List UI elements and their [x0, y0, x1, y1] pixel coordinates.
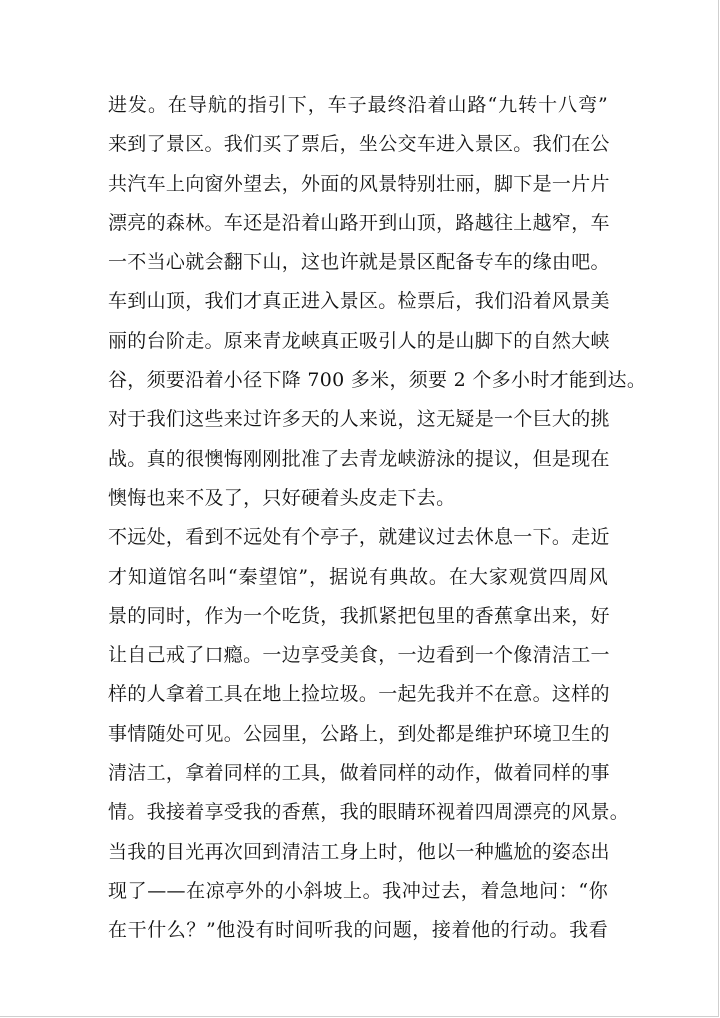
- text-line: 现了——在凉亭外的小斜坡上。我冲过去，着急地问：“你: [108, 879, 608, 902]
- text-line: 丽的台阶走。原来青龙峡真正吸引人的是山脚下的自然大峡: [108, 329, 610, 352]
- text-line: 车到山顶，我们才真正进入景区。检票后，我们沿着风景美: [108, 290, 610, 313]
- text-line: 来到了景区。我们买了票后，坐公交车进入景区。我们在公: [108, 133, 610, 156]
- text-line: 样的人拿着工具在地上捡垃圾。一起先我并不在意。这样的: [108, 683, 610, 706]
- body-text: [108, 86, 647, 951]
- text-line: 当我的目光再次回到清洁工身上时，他以一种尴尬的姿态出: [108, 840, 610, 863]
- text-line: 谷，须要沿着小径下降 700 多米，须要 2 个多小时才能到达。: [108, 369, 647, 392]
- text-line: 对于我们这些来过许多天的人来说，这无疑是一个巨大的挑: [108, 408, 610, 431]
- text-line: 共汽车上向窗外望去，外面的风景特别壮丽，脚下是一片片: [108, 172, 610, 195]
- text-line: 一不当心就会翻下山，这也许就是景区配备专车的缘由吧。: [108, 251, 610, 274]
- text-line: 才知道馆名叫“秦望馆”，据说有典故。在大家观赏四周风: [108, 565, 608, 588]
- text-line: 清洁工，拿着同样的工具，做着同样的动作，做着同样的事: [108, 762, 610, 785]
- text-line: 在干什么？”他没有时间听我的问题，接着他的行动。我看: [108, 919, 608, 942]
- text-line: 不远处，看到不远处有个亭子，就建议过去休息一下。走近: [108, 526, 610, 549]
- text-line: 事情随处可见。公园里，公路上，到处都是维护环境卫生的: [108, 722, 610, 745]
- text-line: 战。真的很懊悔刚刚批准了去青龙峡游泳的提议，但是现在: [108, 447, 610, 470]
- text-line: 懊悔也来不及了，只好硬着头皮走下去。: [108, 486, 456, 509]
- text-line: 进发。在导航的指引下，车子最终沿着山路“九转十八弯”: [108, 94, 608, 116]
- text-line: 情。我接着享受我的香蕉，我的眼睛环视着四周漂亮的风景。: [108, 801, 630, 824]
- text-line: 让自己戒了口瘾。一边享受美食，一边看到一个像清洁工一: [108, 644, 610, 667]
- text-line: 漂亮的森林。车还是沿着山路开到山顶，路越往上越窄，车: [108, 211, 610, 234]
- text-line: 景的同时，作为一个吃货，我抓紧把包里的香蕉拿出来，好: [108, 604, 610, 627]
